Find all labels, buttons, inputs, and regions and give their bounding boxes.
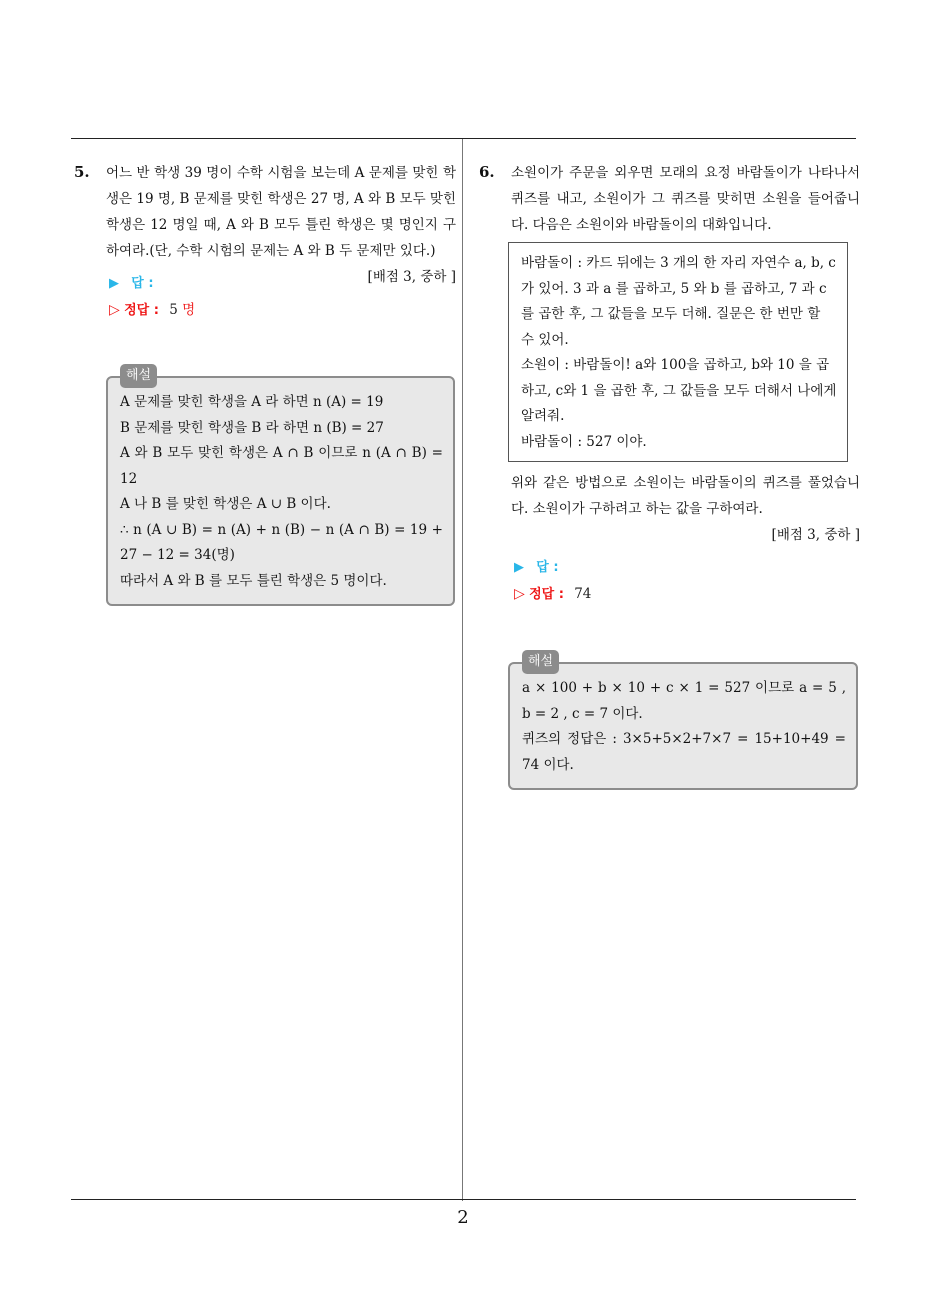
dialog-line: 바람돌이 : 카드 뒤에는 3 개의 한 자리 자연수 a, b, c 가 있어. 3 과 a 를 곱하고, 5 와 b 를 곱하고, 7 과 c 를 곱한 후, 그 값들을 모두 더해. 질문은 한 번만 할 수 있어. (521, 255, 836, 348)
outline-triangle-icon: ▷ (514, 586, 525, 602)
solution-line: A 나 B 를 맞힌 학생은 A ∪ B 이다. (120, 496, 331, 512)
solution-line: 따라서 A 와 B 를 모두 틀린 학생은 5 명이다. (120, 572, 387, 589)
solution-line: ∴ n (A ∪ B) = n (A) + n (B) − n (A ∩ B) = 19 + 27 − 12 = 34(명) (120, 521, 443, 563)
solution-tag: 해설 (120, 364, 157, 388)
problem-6-text: 소원이가 주문을 외우면 모래의 요정 바람돌이가 나타나서 퀴즈를 내고, 소원이가 그 퀴즈를 맞히면 소원을 들어줍니다. 다음은 소원이와 바람돌이의 대화입니다. (511, 165, 860, 233)
problem-6-statement (476, 160, 860, 238)
solution-line: 퀴즈의 정답은 : 3×5+5×2+7×7 = 15+10+49 = 74 이다. (522, 731, 846, 773)
solution-line: B 문제를 맞힌 학생을 B 라 하면 n (B) = 27 (120, 419, 384, 436)
dialog-box (508, 242, 848, 462)
problem-6-solution-box (508, 654, 858, 790)
problem-5-meta: [배점 3, 중하 ] (367, 269, 456, 285)
problem-5-correct-row (109, 297, 456, 324)
play-triangle-icon: ▶ (109, 276, 119, 291)
problem-5-text: 어느 반 학생 39 명이 수학 시험을 보는데 A 문제를 맞힌 학생은 19 명, B 문제를 맞힌 학생은 27 명, A 와 B 모두 맞힌 학생은 12 명일 때, A 와 B 모두 틀린 학생은 몇 명인지 구하여라.(단, 수학 시험의 문제는 A 와 B 두 문제만 있다.) [배점 3, 중하 ] (106, 160, 456, 264)
solution-line: a × 100 + b × 10 + c × 1 = 527 이므로 a = 5 , b = 2 , c = 7 이다. (522, 680, 846, 722)
correct-label: 정답 : (529, 587, 564, 602)
answer-label: 답 : (536, 560, 559, 575)
page-number: 2 (457, 1207, 469, 1228)
solution-line: A 와 B 모두 맞힌 학생은 A ∩ B 이므로 n (A ∩ B) = 12 (120, 445, 443, 487)
solution-tag: 해설 (522, 650, 559, 674)
outline-triangle-icon: ▷ (109, 302, 120, 318)
answer-label: 답 : (131, 276, 154, 291)
dialog-line: 바람돌이 : 527 이야. (521, 433, 647, 450)
correct-value: 5 명 (169, 302, 196, 318)
problem-6-number: 6. (479, 163, 495, 181)
column-divider (462, 139, 463, 1201)
problem-6-answer-row[interactable] (514, 554, 860, 581)
problem-5-number: 5. (74, 163, 90, 181)
solution-line: A 문제를 맞힌 학생을 A 라 하면 n (A) = 19 (120, 394, 384, 410)
problem-5 (71, 160, 456, 606)
correct-label: 정답 : (124, 303, 159, 318)
problem-5-solution-box (106, 368, 455, 606)
problem-5-statement (71, 160, 457, 285)
play-triangle-icon: ▶ (514, 560, 524, 575)
problem-6-meta: [배점 3, 중하 ] (771, 527, 860, 543)
correct-value: 74 (574, 586, 592, 602)
problem-6-correct-row (514, 581, 860, 608)
top-rule (71, 138, 856, 139)
bottom-rule (71, 1199, 856, 1200)
dialog-line: 소원이 : 바람돌이! a와 100을 곱하고, b와 10 을 곱하고, c와 1 을 곱한 후, 그 값들을 모두 더해서 나에게 알려줘. (521, 357, 837, 424)
problem-6-question: 위와 같은 방법으로 소원이는 바람돌이의 퀴즈를 풀었습니다. 소원이가 구하려고 하는 값을 구하여라. (511, 475, 860, 517)
problem-6 (476, 160, 860, 790)
